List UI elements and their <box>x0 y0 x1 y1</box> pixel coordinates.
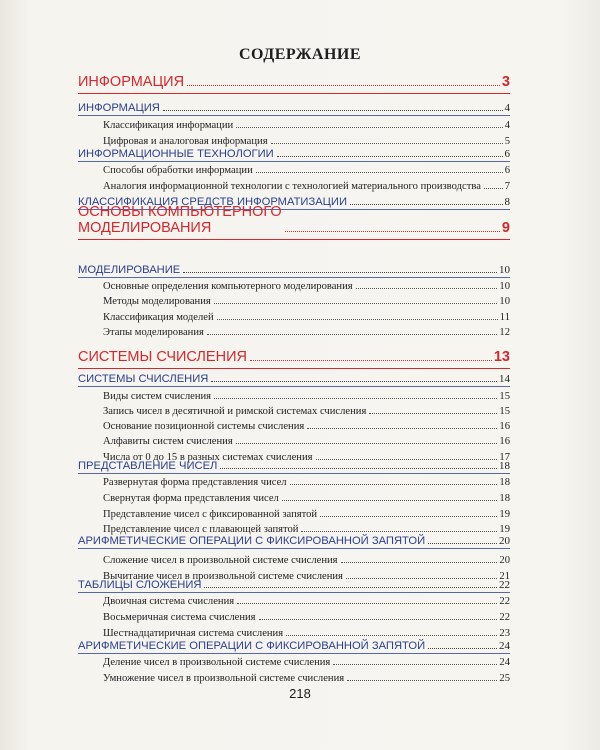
toc-chapter-row <box>78 262 510 276</box>
toc-leader-dots <box>277 156 503 157</box>
toc-section-row <box>103 404 510 417</box>
toc-page-number: 5 <box>504 136 510 147</box>
toc-leader-dots <box>320 516 497 517</box>
toc-page-number: 19 <box>499 524 510 535</box>
toc-leader-dots <box>286 635 497 636</box>
toc-page-number: 24 <box>499 657 510 668</box>
toc-section-row <box>103 118 510 131</box>
toc-leader-dots <box>356 288 498 289</box>
toc-page-number: 23 <box>499 628 510 639</box>
toc-page-number: 8 <box>504 196 510 208</box>
toc-page-number: 13 <box>493 349 510 365</box>
toc-page-number: 16 <box>499 436 510 447</box>
toc-leader-dots <box>237 603 497 604</box>
toc-leader-dots <box>285 231 500 232</box>
toc-entry-title: Методы моделирования <box>103 296 211 307</box>
toc-page-number: 6 <box>504 148 510 160</box>
toc-page-number: 20 <box>499 535 510 547</box>
toc-entry-title: Вычитание чисел в произвольной системе счисления <box>103 571 343 582</box>
toc-entry-title: Этапы моделирования <box>103 327 204 338</box>
toc-page-number: 10 <box>499 264 510 276</box>
toc-leader-dots <box>259 619 498 620</box>
toc-page-number: 6 <box>504 165 510 176</box>
toc-page-number: 4 <box>504 120 510 131</box>
toc-section-row <box>103 553 510 566</box>
toc-leader-dots <box>204 587 497 588</box>
toc-entry-title: Представление чисел с фиксированной запятой <box>103 509 318 520</box>
toc-leader-dots <box>211 381 497 382</box>
toc-leader-dots <box>256 172 503 173</box>
toc-part-row <box>78 348 510 365</box>
toc-section-row <box>103 610 510 623</box>
toc-page-number: 17 <box>499 452 510 463</box>
toc-leader-dots <box>183 272 497 273</box>
toc-entry-title: Способы обработки информации <box>103 165 253 176</box>
toc-entry-title: ИНФОРМАЦИЯ <box>78 102 160 114</box>
toc-leader-dots <box>236 443 498 444</box>
toc-page-number: 15 <box>499 391 510 402</box>
toc-page-number: 21 <box>499 571 510 582</box>
toc-leader-dots <box>187 85 500 86</box>
toc-section-row <box>103 594 510 607</box>
toc-entry-title: МОДЕЛИРОВАНИЕ <box>78 264 181 276</box>
toc-entry-title: Классификация информации <box>103 120 234 131</box>
toc-chapter-row <box>78 371 510 385</box>
toc-entry-title: Шестнадцатиричная система счисления <box>103 628 284 639</box>
toc-entry-title-multiline <box>78 204 282 236</box>
toc-entry-title: СИСТЕМЫ СЧИСЛЕНИЯ <box>78 373 209 385</box>
toc-section-row <box>103 507 510 520</box>
toc-leader-dots <box>214 303 498 304</box>
toc-entry-title: Аналогия информационной технологии с технологией материального производства <box>103 181 481 192</box>
toc-entry-title: АРИФМЕТИЧЕСКИЕ ОПЕРАЦИИ С ФИКСИРОВАННОЙ ЗАПЯТОЙ <box>78 535 426 547</box>
toc-page-number: 22 <box>499 612 510 623</box>
toc-page-number: 18 <box>499 493 510 504</box>
page-number: 218 <box>289 686 311 701</box>
chapter-underline <box>78 161 510 162</box>
chapter-underline <box>78 115 510 116</box>
toc-page-number: 10 <box>499 296 510 307</box>
toc-page-number: 14 <box>499 373 510 385</box>
toc-entry-title: КЛАССИФИКАЦИЯ СРЕДСТВ ИНФОРМАТИЗАЦИИ <box>78 196 348 208</box>
toc-entry-title-line2: МОДЕЛИРОВАНИЯ <box>78 220 212 236</box>
toc-entry-title: ИНФОРМАЦИОННЫЕ ТЕХНОЛОГИИ <box>78 148 274 160</box>
toc-entry-title: Двоичная система счисления <box>103 596 235 607</box>
toc-page-number: 22 <box>499 596 510 607</box>
page-title: СОДЕРЖАНИЕ <box>238 46 362 63</box>
part-underline <box>78 93 510 94</box>
toc-leader-dots <box>369 413 497 414</box>
toc-leader-dots <box>307 428 497 429</box>
toc-entry-title: Сложение чисел в произвольной системе счисления <box>103 555 338 566</box>
toc-entry-title: Умножение чисел в произвольной системе счисления <box>103 673 345 684</box>
toc-entry-title: Представление чисел с плавающей запятой <box>103 524 299 535</box>
toc-section-row <box>103 655 510 668</box>
chapter-underline <box>78 592 510 593</box>
toc-entry-title: Развернутая форма представления чисел <box>103 477 287 488</box>
toc-section-row <box>103 671 510 684</box>
toc-entry-title: ТАБЛИЦЫ СЛОЖЕНИЯ <box>78 579 202 591</box>
toc-chapter-row <box>78 100 510 114</box>
toc-chapter-row <box>78 533 510 547</box>
toc-leader-dots <box>271 143 503 144</box>
toc-leader-dots <box>301 531 497 532</box>
toc-section-row <box>103 434 510 447</box>
toc-leader-dots <box>341 562 498 563</box>
toc-section-row <box>103 179 510 192</box>
toc-page-number: 3 <box>501 74 510 90</box>
toc-section-row <box>103 419 510 432</box>
toc-page-number: 20 <box>499 555 510 566</box>
toc-leader-dots <box>163 110 503 111</box>
toc-leader-dots <box>333 664 497 665</box>
toc-entry-title: ПРЕДСТАВЛЕНИЕ ЧИСЕЛ <box>78 460 218 472</box>
toc-entry-title: ИНФОРМАЦИЯ <box>78 74 185 90</box>
toc-page-number: 24 <box>499 640 510 652</box>
toc-section-row <box>103 163 510 176</box>
toc-entry-title: Цифровая и аналоговая информация <box>103 136 268 147</box>
chapter-underline <box>78 548 510 549</box>
toc-section-row <box>103 325 510 338</box>
toc-section-row <box>103 491 510 504</box>
toc-page-number: 10 <box>499 281 510 292</box>
toc-entry-title-line1: ОСНОВЫ КОМПЬЮТЕРНОГО <box>78 204 282 220</box>
toc-section-row <box>103 475 510 488</box>
toc-leader-dots <box>484 188 503 189</box>
toc-leader-dots <box>220 468 497 469</box>
toc-leader-dots <box>347 680 497 681</box>
toc-leader-dots <box>250 360 492 361</box>
toc-part-row <box>78 204 510 236</box>
toc-entry-title: СИСТЕМЫ СЧИСЛЕНИЯ <box>78 349 247 365</box>
toc-chapter-row <box>78 638 510 652</box>
toc-leader-dots <box>214 398 497 399</box>
toc-entry-title: Алфавиты систем счисления <box>103 436 233 447</box>
toc-entry-title: Основные определения компьютерного моделирования <box>103 281 353 292</box>
toc-part-row <box>78 73 510 90</box>
toc-section-row <box>103 310 510 323</box>
toc-page-number: 22 <box>499 579 510 591</box>
toc-leader-dots <box>236 127 503 128</box>
toc-entry-title: Восьмеричная система счисления <box>103 612 256 623</box>
part-underline <box>78 239 510 240</box>
toc-entry-title: Числа от 0 до 15 в разных системах счисления <box>103 452 313 463</box>
toc-page-number: 16 <box>499 421 510 432</box>
toc-entry-title: АРИФМЕТИЧЕСКИЕ ОПЕРАЦИИ С ФИКСИРОВАННОЙ ЗАПЯТОЙ <box>78 640 426 652</box>
toc-leader-dots <box>428 648 497 649</box>
toc-leader-dots <box>217 319 498 320</box>
toc-chapter-row <box>78 458 510 472</box>
toc-entry-title: Виды систем счисления <box>103 391 212 402</box>
toc-leader-dots <box>428 543 497 544</box>
toc-page-number: 19 <box>499 509 510 520</box>
chapter-underline <box>78 473 510 474</box>
toc-leader-dots <box>207 334 498 335</box>
toc-page-number: 11 <box>499 312 510 323</box>
toc-entry-title: Деление чисел в произвольной системе счисления <box>103 657 331 668</box>
toc-entry-title: Свернутая форма представления чисел <box>103 493 279 504</box>
toc-page-number: 9 <box>501 220 510 236</box>
toc-page-number: 15 <box>499 406 510 417</box>
toc-section-row <box>103 294 510 307</box>
toc-leader-dots <box>290 484 498 485</box>
toc-page-number: 4 <box>504 102 510 114</box>
toc-page-number: 18 <box>499 477 510 488</box>
toc-page-number: 7 <box>504 181 510 192</box>
toc-section-row <box>103 279 510 292</box>
chapter-underline <box>78 653 510 654</box>
toc-leader-dots <box>282 500 498 501</box>
toc-page-number: 12 <box>499 327 510 338</box>
toc-page-number: 18 <box>499 460 510 472</box>
part-underline <box>78 368 510 369</box>
toc-chapter-row <box>78 577 510 591</box>
chapter-underline <box>78 277 510 278</box>
toc-section-row <box>103 389 510 402</box>
toc-entry-title: Классификация моделей <box>103 312 214 323</box>
toc-entry-title: Запись чисел в десятичной и римской системах счисления <box>103 406 367 417</box>
toc-page-number: 25 <box>499 673 510 684</box>
toc-chapter-row <box>78 146 510 160</box>
chapter-underline <box>78 386 510 387</box>
toc-entry-title: Основание позиционной системы счисления <box>103 421 305 432</box>
